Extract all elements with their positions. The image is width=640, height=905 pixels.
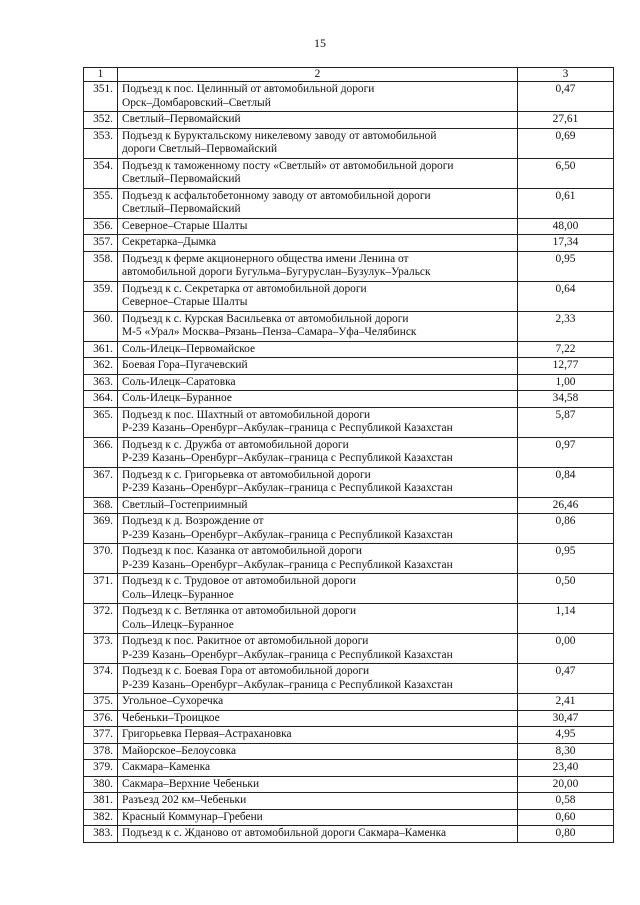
- row-number: 354.: [84, 158, 118, 188]
- table-row: [84, 437, 614, 467]
- road-name-line: Сакмара–Каменка: [122, 761, 211, 773]
- row-number: 367.: [84, 467, 118, 497]
- road-name-line: Подъезд к с. Трудовое от автомобильной дороги: [122, 575, 357, 587]
- road-name: [118, 544, 518, 574]
- road-length: 20,00: [518, 776, 614, 793]
- road-name-line: Подъезд к таможенному посту «Светлый» от автомобильной дороги: [122, 159, 454, 172]
- road-name: [118, 407, 518, 437]
- road-name-line: Подъезд к д. Возрождение от: [122, 515, 264, 527]
- road-name-line: Боевая Гора–Пугачевский: [122, 359, 248, 371]
- table-row: [84, 112, 614, 129]
- table-row: [84, 218, 614, 235]
- road-name-line: М-5 «Урал» Москва–Рязань–Пенза–Самара–Уфа–Челябинск: [122, 326, 417, 338]
- road-name: [118, 776, 518, 793]
- row-number: 352.: [84, 112, 118, 129]
- header-col-2: 2: [118, 68, 518, 82]
- table-row: [84, 188, 614, 218]
- road-name-line: Светлый–Гостеприимный: [122, 498, 248, 511]
- row-number: 372.: [84, 604, 118, 634]
- road-name-line: Светлый–Первомайский: [122, 173, 241, 185]
- row-number: 359.: [84, 281, 118, 311]
- row-number: 361.: [84, 341, 118, 358]
- road-name-line: Подъезд к с. Курская Васильевка от автомобильной дороги: [122, 312, 409, 325]
- table-row: [84, 793, 614, 810]
- road-name: [118, 574, 518, 604]
- road-name: [118, 793, 518, 810]
- road-name-line: Р-239 Казань–Оренбург–Акбулак–граница с Республикой Казахстан: [122, 452, 453, 464]
- road-name-line: Секретарка–Дымка: [122, 236, 217, 248]
- road-length: 0,80: [518, 826, 614, 843]
- road-length: 0,95: [518, 544, 614, 574]
- road-name-line: Подъезд к с. Секретарка от автомобильной дороги: [122, 282, 367, 295]
- table-row: [84, 574, 614, 604]
- table-row: [84, 544, 614, 574]
- table-row: [84, 826, 614, 843]
- road-name: [118, 743, 518, 760]
- road-name-line: автомобильной дороги Бугульма–Бугуруслан–Бузулук–Уральск: [122, 266, 431, 278]
- row-number: 365.: [84, 407, 118, 437]
- road-name-line: Угольное–Сухоречка: [122, 695, 224, 707]
- table-row: [84, 694, 614, 711]
- road-length: 17,34: [518, 235, 614, 252]
- row-number: 371.: [84, 574, 118, 604]
- row-number: 357.: [84, 235, 118, 252]
- row-number: 383.: [84, 826, 118, 843]
- road-name-line: Подъезд к с. Жданово от автомобильной дороги Сакмара–Каменка: [122, 827, 447, 839]
- road-name-line: Соль-Илецк–Саратовка: [122, 375, 236, 388]
- road-name-line: Соль-Илецк–Первомайское: [122, 342, 256, 355]
- road-name: [118, 341, 518, 358]
- road-name-line: Р-239 Казань–Оренбург–Акбулак–граница с Республикой Казахстан: [122, 558, 453, 571]
- road-length: 23,40: [518, 760, 614, 777]
- road-name-line: Р-239 Казань–Оренбург–Акбулак–граница с Республикой Казахстан: [122, 482, 453, 494]
- road-length: 0,61: [518, 188, 614, 218]
- road-length: 0,84: [518, 467, 614, 497]
- road-name: [118, 82, 518, 112]
- road-name-line: Разъезд 202 км–Чебеньки: [122, 794, 247, 806]
- road-name: [118, 467, 518, 497]
- row-number: 382.: [84, 809, 118, 826]
- table-row: [84, 82, 614, 112]
- row-number: 378.: [84, 743, 118, 760]
- table-row: [84, 710, 614, 727]
- road-name-line: Светлый–Первомайский: [122, 203, 241, 215]
- road-length: 1,14: [518, 604, 614, 634]
- road-length: 34,58: [518, 391, 614, 408]
- row-number: 362.: [84, 358, 118, 375]
- row-number: 375.: [84, 694, 118, 711]
- road-name-line: Подъезд к пос. Ракитное от автомобильной дороги: [122, 635, 369, 647]
- table-row: [84, 467, 614, 497]
- road-name-line: Соль–Илецк–Буранное: [122, 588, 234, 601]
- table-row: [84, 235, 614, 252]
- road-name-line: Северное–Старые Шалты: [122, 219, 248, 232]
- page-number: 15: [314, 36, 326, 50]
- road-name: [118, 112, 518, 129]
- road-name-line: Красный Коммунар–Гребени: [122, 810, 263, 823]
- header-col-1: 1: [84, 68, 118, 82]
- table-row: [84, 281, 614, 311]
- road-name: [118, 437, 518, 467]
- road-length: 48,00: [518, 218, 614, 235]
- road-name: [118, 374, 518, 391]
- road-name: [118, 311, 518, 341]
- road-length: 0,64: [518, 281, 614, 311]
- road-name: [118, 358, 518, 375]
- row-number: 368.: [84, 497, 118, 514]
- road-name-line: Подъезд к Буруктальскому никелевому заводу от автомобильной: [122, 129, 437, 142]
- row-number: 351.: [84, 82, 118, 112]
- road-length: 0,47: [518, 664, 614, 694]
- row-number: 373.: [84, 634, 118, 664]
- road-length: 6,50: [518, 158, 614, 188]
- road-name: [118, 391, 518, 408]
- table-row: [84, 407, 614, 437]
- table-row: [84, 634, 614, 664]
- row-number: 355.: [84, 188, 118, 218]
- road-name-line: Соль-Илецк–Буранное: [122, 392, 232, 404]
- table-row: [84, 760, 614, 777]
- row-number: 374.: [84, 664, 118, 694]
- table-row: [84, 251, 614, 281]
- table-row: [84, 158, 614, 188]
- road-name-line: Григорьевка Первая–Астрахановка: [122, 728, 292, 740]
- road-length: 0,00: [518, 634, 614, 664]
- road-name-line: Р-239 Казань–Оренбург–Акбулак–граница с Республикой Казахстан: [122, 422, 453, 434]
- road-length: 26,46: [518, 497, 614, 514]
- table-row: [84, 727, 614, 744]
- table-row: [84, 128, 614, 158]
- road-name: [118, 664, 518, 694]
- road-name-line: Соль–Илецк–Буранное: [122, 618, 234, 631]
- road-name-line: Р-239 Казань–Оренбург–Акбулак–граница с Республикой Казахстан: [122, 648, 453, 661]
- row-number: 376.: [84, 710, 118, 727]
- row-number: 369.: [84, 514, 118, 544]
- row-number: 366.: [84, 437, 118, 467]
- row-number: 379.: [84, 760, 118, 777]
- row-number: 377.: [84, 727, 118, 744]
- road-name-line: Подъезд к с. Григорьевка от автомобильной дороги: [122, 468, 371, 481]
- row-number: 360.: [84, 311, 118, 341]
- row-number: 380.: [84, 776, 118, 793]
- road-length: 12,77: [518, 358, 614, 375]
- road-name: [118, 727, 518, 744]
- road-name-line: Чебеньки–Троицкое: [122, 711, 220, 724]
- table-row: [84, 664, 614, 694]
- table-row: [84, 604, 614, 634]
- road-name-line: Подъезд к с. Дружба от автомобильной дороги: [122, 438, 349, 451]
- road-length: 0,69: [518, 128, 614, 158]
- road-name: [118, 218, 518, 235]
- row-number: 381.: [84, 793, 118, 810]
- road-name: [118, 710, 518, 727]
- table-row: [84, 374, 614, 391]
- road-name-line: Майорское–Белоусовка: [122, 744, 237, 757]
- row-number: 364.: [84, 391, 118, 408]
- road-name-line: Подъезд к пос. Шахтный от автомобильной дороги: [122, 408, 371, 421]
- road-name-line: Сакмара–Верхние Чебеньки: [122, 777, 260, 790]
- road-length: 1,00: [518, 374, 614, 391]
- road-length: 0,47: [518, 82, 614, 112]
- road-length: 0,86: [518, 514, 614, 544]
- road-name-line: Подъезд к пос. Казанка от автомобильной дороги: [122, 545, 362, 557]
- table-row: [84, 497, 614, 514]
- road-name: [118, 694, 518, 711]
- road-name: [118, 809, 518, 826]
- road-name: [118, 497, 518, 514]
- road-name-line: Р-239 Казань–Оренбург–Акбулак–граница с Республикой Казахстан: [122, 678, 453, 691]
- roads-table: [83, 67, 614, 843]
- road-length: 0,97: [518, 437, 614, 467]
- row-number: 370.: [84, 544, 118, 574]
- table-row: [84, 514, 614, 544]
- road-name-line: Подъезд к асфальтобетонному заводу от автомобильной дороги: [122, 189, 431, 202]
- road-length: 2,41: [518, 694, 614, 711]
- road-length: 27,61: [518, 112, 614, 129]
- road-name-line: Орск–Домбаровский–Светлый: [122, 96, 271, 109]
- road-length: 8,30: [518, 743, 614, 760]
- road-name-line: Подъезд к ферме акционерного общества имени Ленина от: [122, 252, 409, 265]
- road-name: [118, 235, 518, 252]
- table-header-row: [84, 68, 614, 82]
- road-name: [118, 604, 518, 634]
- table-row: [84, 809, 614, 826]
- row-number: 356.: [84, 218, 118, 235]
- row-number: 363.: [84, 374, 118, 391]
- row-number: 358.: [84, 251, 118, 281]
- road-length: 4,95: [518, 727, 614, 744]
- road-name: [118, 251, 518, 281]
- row-number: 353.: [84, 128, 118, 158]
- road-name-line: Подъезд к с. Боевая Гора от автомобильной дороги: [122, 665, 370, 677]
- road-length: 5,87: [518, 407, 614, 437]
- road-name: [118, 128, 518, 158]
- table-row: [84, 391, 614, 408]
- road-length: 0,60: [518, 809, 614, 826]
- table-row: [84, 311, 614, 341]
- road-name: [118, 281, 518, 311]
- road-name-line: дороги Светлый–Первомайский: [122, 143, 278, 155]
- road-name: [118, 826, 518, 843]
- road-name-line: Подъезд к с. Ветлянка от автомобильной дороги: [122, 605, 357, 617]
- table-row: [84, 743, 614, 760]
- table-row: [84, 341, 614, 358]
- road-name-line: Северное–Старые Шалты: [122, 296, 248, 308]
- road-name: [118, 514, 518, 544]
- road-name: [118, 188, 518, 218]
- road-length: 0,95: [518, 251, 614, 281]
- road-length: 0,58: [518, 793, 614, 810]
- road-length: 0,50: [518, 574, 614, 604]
- road-name: [118, 634, 518, 664]
- table-row: [84, 358, 614, 375]
- road-name: [118, 158, 518, 188]
- road-name-line: Светлый–Первомайский: [122, 113, 241, 125]
- road-length: 30,47: [518, 710, 614, 727]
- table-row: [84, 776, 614, 793]
- road-name-line: Подъезд к пос. Целинный от автомобильной дороги: [122, 83, 375, 95]
- road-name-line: Р-239 Казань–Оренбург–Акбулак–граница с Республикой Казахстан: [122, 528, 453, 541]
- header-col-3: 3: [518, 68, 614, 82]
- road-length: 7,22: [518, 341, 614, 358]
- road-length: 2,33: [518, 311, 614, 341]
- road-name: [118, 760, 518, 777]
